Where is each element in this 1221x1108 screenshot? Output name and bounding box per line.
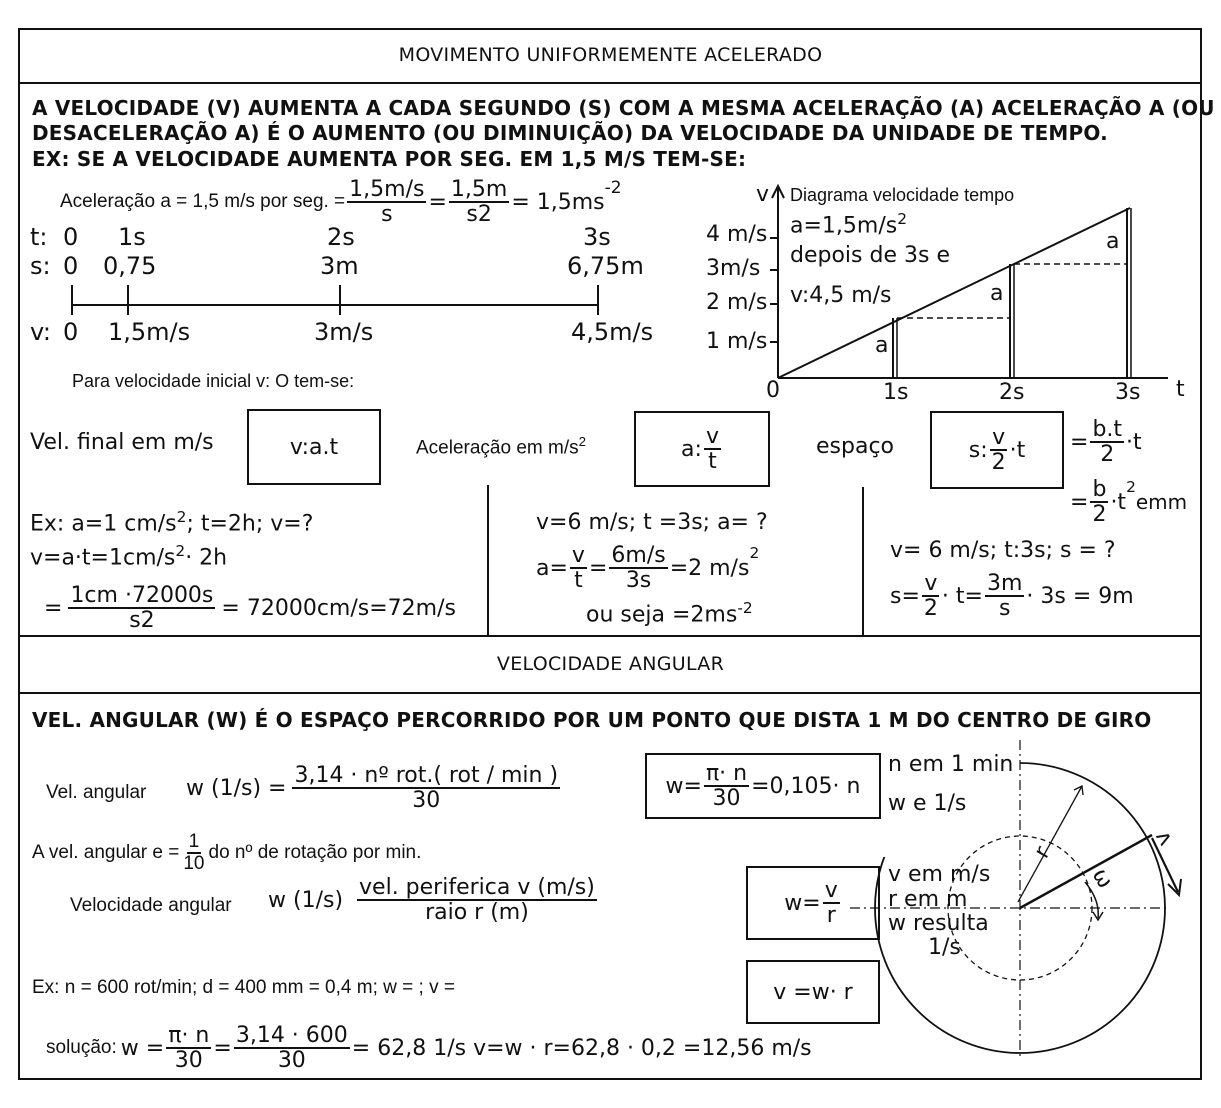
vt-accel-label: a: [875, 333, 889, 358]
equals: =: [1070, 429, 1089, 455]
vt-y-tick-label: 3m/s: [706, 256, 761, 281]
exponent: 2: [1126, 478, 1136, 496]
formula-lhs: w (1/s): [268, 887, 344, 913]
fraction: [166, 1024, 211, 1072]
vt-note: depois de 3s e: [790, 243, 950, 268]
space-alt-formula: [1070, 478, 1187, 526]
description-line: EX: SE A VELOCIDADE AUMENTA POR SEG. EM 1,5 M/S TEM-SE:: [32, 147, 747, 171]
formula-rhs: ·t: [1009, 437, 1026, 463]
fraction: [181, 832, 206, 874]
example-2-line: [536, 544, 759, 592]
formula-tail: ·t: [1126, 429, 1142, 455]
acceleration-label: [416, 434, 586, 459]
circle-velocity-label: v: [1149, 826, 1178, 851]
vt-note-text: a=1,5m/s: [790, 213, 898, 239]
example-3-line: v= 6 m/s; t:3s; s = ?: [890, 538, 1116, 563]
timeline-space: 6,75m: [567, 252, 644, 280]
example-text: v=a·t=1cm/s: [30, 545, 176, 571]
angular-velocity-label: Velocidade angular: [70, 895, 232, 916]
exponent: 2: [578, 434, 587, 449]
denominator: 30: [412, 788, 441, 814]
numerator: vel. periferica v (m/s): [359, 875, 595, 900]
example-2-line: v=6 m/s; t =3s; a= ?: [536, 510, 768, 535]
denominator: s: [381, 202, 393, 228]
example-text: · 2h: [185, 545, 228, 571]
equals: =: [44, 595, 63, 621]
angular-ratio-line: [32, 832, 421, 874]
formula-lhs: a:: [681, 436, 702, 462]
exponent: 2: [749, 544, 760, 562]
angular-box-note: w e 1/s: [888, 791, 967, 816]
timeline-t-label: t:: [30, 223, 48, 251]
example-text: · t=: [941, 583, 983, 609]
equals: =: [428, 189, 447, 215]
example-text: = 72000cm/s=72m/s: [221, 595, 456, 621]
fraction: [922, 572, 940, 620]
timeline-space: 0,75: [103, 252, 157, 280]
numerator: v: [571, 543, 585, 568]
ratio-tail: do nº de rotação por min.: [208, 841, 422, 863]
numerator: π· n: [168, 1023, 210, 1048]
angular-formula-box: [645, 753, 881, 819]
example-1-line: [30, 542, 227, 570]
exponent: 2: [176, 508, 187, 526]
fraction: [1090, 418, 1124, 466]
vt-x-tick-label: 1s: [883, 380, 909, 405]
fraction: [68, 584, 215, 632]
timeline-s-label: s:: [30, 252, 51, 280]
timeline-time: 1s: [118, 223, 146, 251]
fraction: [234, 1024, 350, 1072]
vt-accel-label: a: [1106, 229, 1120, 254]
denominator: 2: [1100, 442, 1115, 468]
tangential-velocity-formula: v =w· r: [773, 979, 853, 1005]
vt-y-tick-label: 1 m/s: [706, 329, 768, 354]
numerator: 1cm ·72000s: [70, 583, 214, 608]
timeline-time: 3s: [583, 223, 611, 251]
formula-lhs: s=: [890, 583, 920, 609]
formula-lhs: w =: [120, 1035, 165, 1061]
denominator: 2: [991, 450, 1006, 475]
final-velocity-formula: v:a.t: [289, 434, 339, 460]
vt-x-tick-label: 3s: [1115, 380, 1141, 405]
numerator: 1,5m: [450, 177, 508, 202]
numerator: v: [705, 423, 719, 449]
vt-y-tick-label: 2 m/s: [706, 290, 768, 315]
solution-tail: = 62,8 1/s v=w · r=62,8 · 0,2 =12,56 m/s: [351, 1035, 812, 1061]
circle-radius-label: r: [1029, 842, 1056, 863]
acceleration-formula-box: [634, 411, 770, 487]
denominator: s: [998, 596, 1011, 622]
timeline-velocity: 1,5m/s: [108, 318, 191, 346]
fraction: [985, 572, 1024, 620]
fraction: [609, 544, 667, 592]
denominator: 30: [174, 1048, 203, 1074]
example-text: · 3s = 9m: [1026, 583, 1134, 609]
section-title: VELOCIDADE ANGULAR: [496, 653, 725, 675]
denominator: s2: [129, 608, 155, 634]
exponent: -2: [604, 178, 622, 198]
timeline-space: 3m: [320, 252, 359, 280]
vt-y-tick-label: 4 m/s: [706, 222, 768, 247]
formula-lhs: w=: [665, 773, 702, 799]
fraction: [823, 879, 840, 927]
solution-lead: solução:: [46, 1037, 117, 1059]
formula-lhs: a=: [536, 555, 568, 581]
description-line: DESACELERAÇÃO A) É O AUMENTO (OU DIMINUIÇÃO) DA VELOCIDADE DA UNIDADE DE TEMPO.: [32, 121, 1108, 145]
timeline-velocity: 0: [63, 318, 79, 346]
denominator: t: [574, 568, 583, 594]
denominator: 2: [923, 596, 938, 622]
timeline-time: 2s: [327, 223, 355, 251]
tangential-velocity-box: [746, 960, 880, 1024]
formula-lhs: w (1/s) =: [186, 775, 287, 801]
final-velocity-label: Vel. final em m/s: [30, 430, 214, 455]
example-2-line: [586, 599, 753, 627]
timeline-velocity: 4,5m/s: [571, 318, 654, 346]
unit: emm: [1135, 490, 1188, 515]
numerator: 1,5m/s: [349, 177, 425, 202]
angular-box-note: n em 1 min: [888, 752, 1014, 777]
ratio-lead: A vel. angular e =: [32, 841, 180, 863]
numerator: 3,14 · 600: [235, 1023, 348, 1048]
example-1-line: [30, 508, 313, 536]
example-text: =2 m/s: [669, 555, 750, 581]
exponent: -2: [737, 599, 753, 617]
numerator: v: [824, 877, 838, 903]
timeline-v-label: v:: [30, 318, 51, 346]
numerator: 3m: [986, 571, 1023, 596]
circle-radius-dim: [1018, 786, 1082, 902]
equals: =: [213, 1035, 232, 1061]
denominator: 3s: [625, 568, 652, 594]
fraction: [1090, 478, 1108, 526]
denominator: t: [708, 449, 717, 474]
angular-solution: [46, 1024, 812, 1072]
numerator: 1: [188, 831, 200, 852]
timeline-space: 0: [63, 252, 79, 280]
angular-box-note: v em m/s: [888, 862, 991, 887]
angular-ratio-box: [746, 866, 880, 940]
example-text: ; t=2h; v=?: [186, 511, 314, 537]
numerator: 3,14 · nº rot.( rot / min ): [294, 763, 559, 788]
denominator: raio r (m): [425, 900, 529, 926]
description-line: VEL. ANGULAR (W) É O ESPAÇO PERCORRIDO POR UM PONTO QUE DISTA 1 M DO CENTRO DE GIRO: [32, 708, 1152, 732]
description-line: A VELOCIDADE (V) AUMENTA A CADA SEGUNDO (S) COM A MESMA ACELERAÇÃO (A) ACELERAÇÃO A (OU: [32, 96, 1215, 120]
vt-title: Diagrama velocidade tempo: [790, 185, 1015, 205]
numerator: v: [924, 571, 938, 596]
denominator: 10: [183, 852, 205, 874]
vt-note: [790, 210, 907, 238]
timeline-velocity: 3m/s: [314, 318, 374, 346]
denominator: r: [826, 903, 836, 928]
exponent: 2: [897, 210, 908, 228]
denominator: 2: [1092, 502, 1107, 528]
formula-rhs: =0,105· n: [751, 773, 861, 799]
circle-omega-label: ω: [1086, 864, 1118, 893]
angular-box-note: w resulta: [888, 911, 989, 936]
numerator: b.t: [1092, 417, 1123, 442]
exponent: 2: [175, 542, 186, 560]
angular-velocity-formula: [186, 764, 562, 812]
vt-x-tick-label: 2s: [999, 380, 1025, 405]
example-text: ou seja =2ms: [586, 602, 738, 628]
equals: =: [588, 555, 608, 581]
angular-example-line: Ex: n = 600 rot/min; d = 400 mm = 0,4 m; w = ; v =: [32, 977, 455, 998]
formula-tail: ·t: [1110, 489, 1127, 515]
timeline-time: 0: [63, 223, 79, 251]
space-label: espaço: [816, 434, 894, 459]
fraction: [704, 762, 749, 810]
initial-velocity-note: Para velocidade inicial v: O tem-se:: [72, 371, 355, 391]
denominator: s2: [466, 202, 492, 228]
space-alt-formula: [1070, 418, 1142, 466]
vt-x-tick-label: 0: [766, 378, 780, 403]
formula-lhs: s:: [968, 437, 988, 463]
angular-box-note: r em m: [888, 887, 968, 912]
formula-lhs: w=: [784, 890, 821, 916]
final-velocity-formula-box: [247, 409, 381, 485]
vt-v-axis-label: v: [756, 182, 770, 207]
fraction: [990, 426, 1008, 474]
vt-accel-label: a: [990, 281, 1004, 306]
numerator: v: [992, 424, 1006, 450]
denominator: 30: [712, 786, 741, 811]
example-3-line: [890, 572, 1134, 620]
equals: =: [1070, 489, 1089, 515]
numerator: 6m/s: [611, 543, 666, 568]
denominator: 30: [277, 1048, 306, 1074]
example-1-line: [44, 584, 456, 632]
angular-box-note: 1/s: [928, 935, 961, 960]
angular-velocity-formula: [268, 876, 599, 924]
fraction: [570, 544, 587, 592]
acceleration-result: = 1,5ms: [511, 189, 605, 215]
vt-t-axis-label: t: [1176, 377, 1185, 402]
fraction: [292, 764, 560, 812]
fraction: [704, 425, 721, 473]
fraction: [357, 876, 597, 924]
example-text: Ex: a=1 cm/s: [30, 511, 177, 537]
space-formula-box: [930, 411, 1064, 489]
acceleration-lead: Aceleração a = 1,5 m/s por seg. =: [60, 191, 346, 213]
numerator: b: [1092, 477, 1107, 502]
numerator: π· n: [705, 760, 748, 786]
section-title: MOVIMENTO UNIFORMEMENTE ACELERADO: [398, 44, 823, 66]
acceleration-label-text: Aceleração em m/s: [416, 437, 579, 459]
angular-velocity-label: Vel. angular: [46, 782, 147, 803]
vt-note: v:4,5 m/s: [790, 283, 892, 308]
